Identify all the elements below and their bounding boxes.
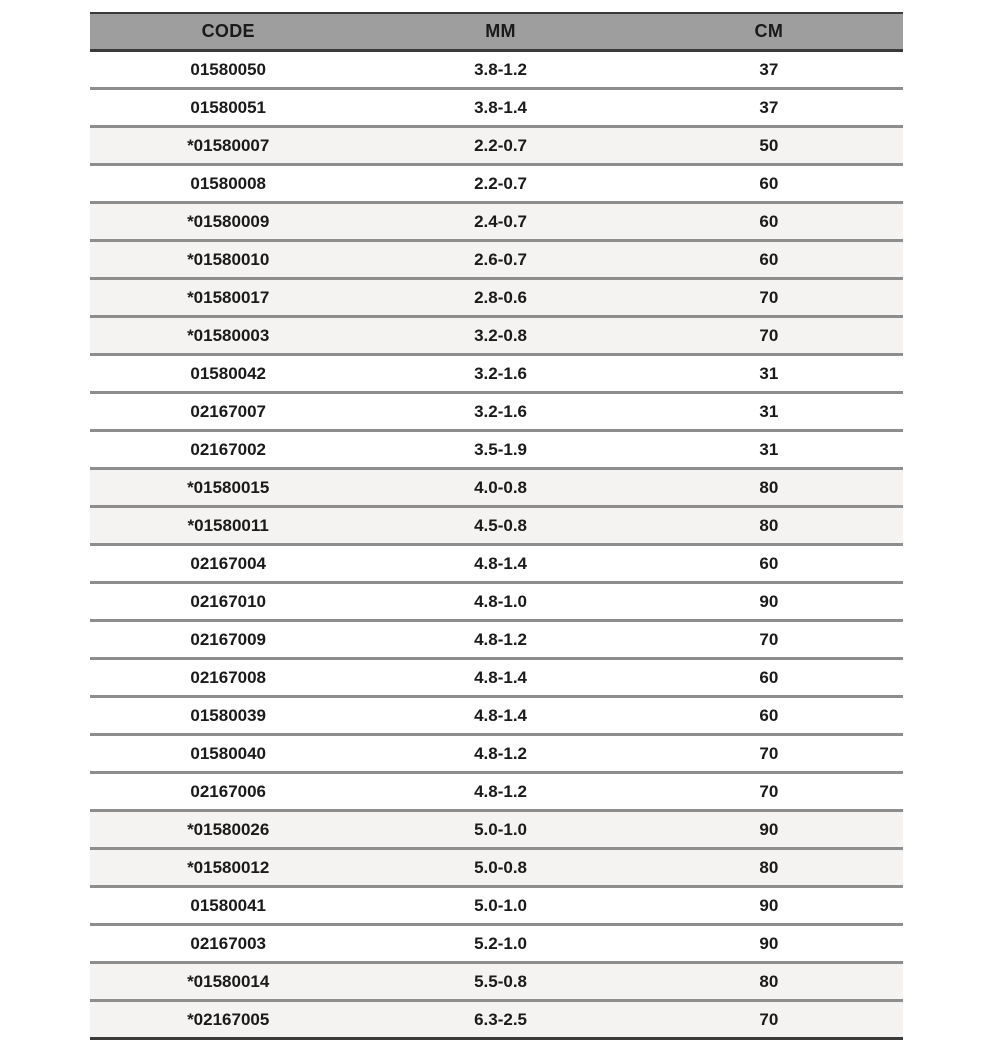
mm-cell: 3.2-1.6	[366, 355, 634, 393]
mm-cell: 3.2-0.8	[366, 317, 634, 355]
mm-cell: 4.8-1.2	[366, 773, 634, 811]
table-row	[90, 51, 903, 89]
code-cell: 01580050	[90, 51, 366, 89]
cm-cell: 90	[635, 583, 903, 621]
code-cell: 02167010	[90, 583, 366, 621]
mm-cell: 5.0-1.0	[366, 887, 634, 925]
cm-cell: 90	[635, 887, 903, 925]
cm-cell: 90	[635, 925, 903, 963]
code-cell: 02167004	[90, 545, 366, 583]
table-row	[90, 925, 903, 963]
mm-cell: 5.0-1.0	[366, 811, 634, 849]
mm-cell: 3.2-1.6	[366, 393, 634, 431]
code-cell: 02167009	[90, 621, 366, 659]
cm-cell: 60	[635, 241, 903, 279]
cm-cell: 70	[635, 279, 903, 317]
column-header-mm: MM	[366, 13, 634, 51]
code-cell: *01580007	[90, 127, 366, 165]
cm-cell: 60	[635, 697, 903, 735]
cm-cell: 31	[635, 393, 903, 431]
table-row	[90, 507, 903, 545]
code-cell: *01580003	[90, 317, 366, 355]
code-cell: 02167003	[90, 925, 366, 963]
table-row	[90, 811, 903, 849]
cm-cell: 50	[635, 127, 903, 165]
code-cell: *01580010	[90, 241, 366, 279]
cm-cell: 70	[635, 773, 903, 811]
mm-cell: 2.2-0.7	[366, 165, 634, 203]
mm-cell: 3.8-1.4	[366, 89, 634, 127]
mm-cell: 5.2-1.0	[366, 925, 634, 963]
code-cell: *01580026	[90, 811, 366, 849]
mm-cell: 4.0-0.8	[366, 469, 634, 507]
cm-cell: 60	[635, 203, 903, 241]
table-row	[90, 127, 903, 165]
mm-cell: 3.5-1.9	[366, 431, 634, 469]
code-cell: 02167007	[90, 393, 366, 431]
code-cell: *02167005	[90, 1001, 366, 1039]
mm-cell: 5.5-0.8	[366, 963, 634, 1001]
cm-cell: 70	[635, 1001, 903, 1039]
mm-cell: 2.4-0.7	[366, 203, 634, 241]
table-row	[90, 963, 903, 1001]
mm-cell: 4.8-1.4	[366, 659, 634, 697]
cm-cell: 31	[635, 431, 903, 469]
code-cell: 01580051	[90, 89, 366, 127]
table-row	[90, 469, 903, 507]
header-row	[90, 13, 903, 51]
mm-cell: 2.6-0.7	[366, 241, 634, 279]
cm-cell: 90	[635, 811, 903, 849]
table-row	[90, 659, 903, 697]
code-cell: 02167006	[90, 773, 366, 811]
mm-cell: 4.8-1.2	[366, 621, 634, 659]
table-row	[90, 545, 903, 583]
cm-cell: 60	[635, 545, 903, 583]
code-cell: 01580040	[90, 735, 366, 773]
mm-cell: 3.8-1.2	[366, 51, 634, 89]
mm-cell: 4.8-1.4	[366, 697, 634, 735]
mm-cell: 4.8-1.4	[366, 545, 634, 583]
table-row	[90, 203, 903, 241]
mm-cell: 6.3-2.5	[366, 1001, 634, 1039]
table-row	[90, 279, 903, 317]
cm-cell: 80	[635, 469, 903, 507]
product-spec-table	[90, 12, 903, 1040]
table-row	[90, 1001, 903, 1039]
table-row	[90, 355, 903, 393]
table-row	[90, 431, 903, 469]
code-cell: *01580009	[90, 203, 366, 241]
code-cell: 01580041	[90, 887, 366, 925]
cm-cell: 70	[635, 621, 903, 659]
code-cell: *01580014	[90, 963, 366, 1001]
table-row	[90, 849, 903, 887]
code-cell: 02167008	[90, 659, 366, 697]
mm-cell: 5.0-0.8	[366, 849, 634, 887]
table-row	[90, 583, 903, 621]
code-cell: 01580008	[90, 165, 366, 203]
table-row	[90, 393, 903, 431]
table-row	[90, 697, 903, 735]
mm-cell: 4.5-0.8	[366, 507, 634, 545]
cm-cell: 80	[635, 963, 903, 1001]
cm-cell: 80	[635, 849, 903, 887]
code-cell: 01580042	[90, 355, 366, 393]
table-body	[90, 51, 903, 1039]
code-cell: *01580017	[90, 279, 366, 317]
table-row	[90, 887, 903, 925]
cm-cell: 80	[635, 507, 903, 545]
mm-cell: 4.8-1.2	[366, 735, 634, 773]
table-row	[90, 89, 903, 127]
mm-cell: 4.8-1.0	[366, 583, 634, 621]
code-cell: 02167002	[90, 431, 366, 469]
cm-cell: 70	[635, 317, 903, 355]
cm-cell: 31	[635, 355, 903, 393]
code-cell: *01580011	[90, 507, 366, 545]
mm-cell: 2.8-0.6	[366, 279, 634, 317]
code-cell: 01580039	[90, 697, 366, 735]
table-row	[90, 317, 903, 355]
code-cell: *01580012	[90, 849, 366, 887]
column-header-code: CODE	[90, 13, 366, 51]
table-row	[90, 773, 903, 811]
column-header-cm: CM	[635, 13, 903, 51]
cm-cell: 60	[635, 165, 903, 203]
table-row	[90, 165, 903, 203]
table-row	[90, 241, 903, 279]
table-header	[90, 13, 903, 51]
cm-cell: 70	[635, 735, 903, 773]
table-row	[90, 621, 903, 659]
code-cell: *01580015	[90, 469, 366, 507]
cm-cell: 37	[635, 89, 903, 127]
cm-cell: 60	[635, 659, 903, 697]
table-row	[90, 735, 903, 773]
cm-cell: 37	[635, 51, 903, 89]
mm-cell: 2.2-0.7	[366, 127, 634, 165]
